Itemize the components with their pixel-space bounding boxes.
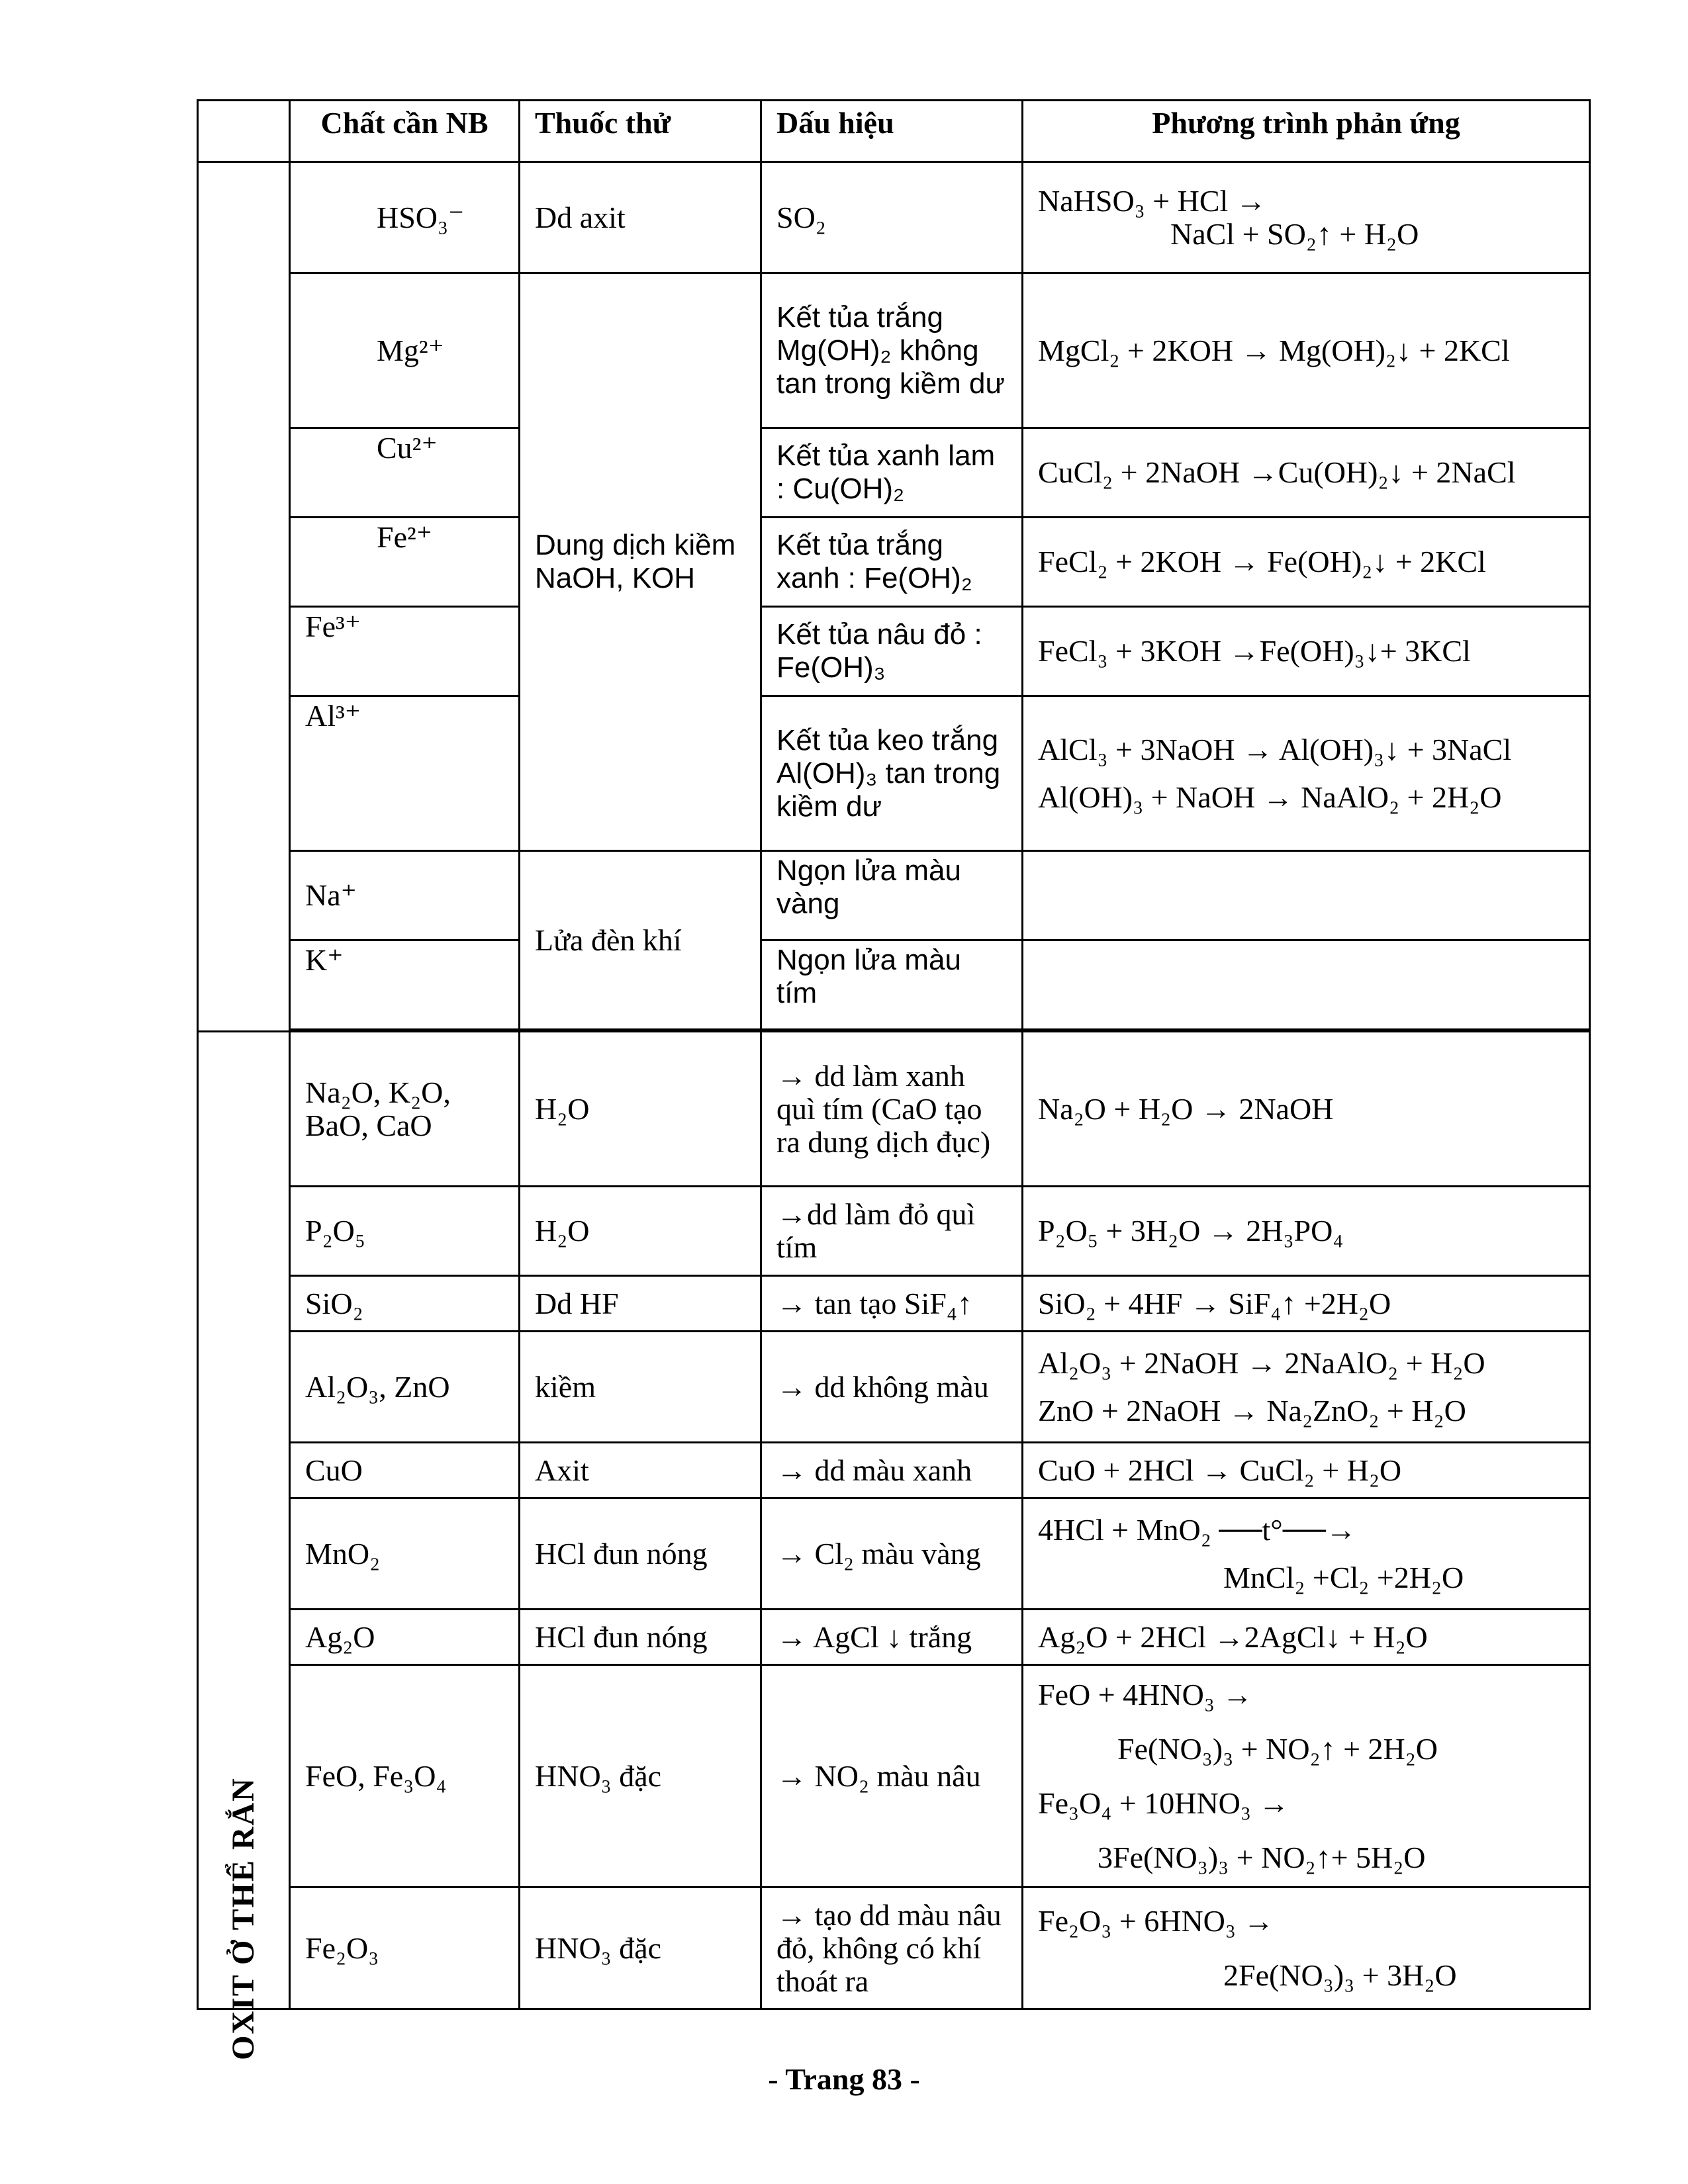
equation-cell: SiO₂ + 4HF → SiF₄↑ +2H₂O	[1023, 1276, 1590, 1332]
substance-cell: CuO	[290, 1443, 520, 1498]
substance-cell: HSO₃⁻	[290, 162, 520, 273]
equation-line: AlCl₃ + 3NaOH → Al(OH)₃↓ + 3NaCl	[1038, 732, 1512, 766]
sign-cell: Kết tủa trắng xanh : Fe(OH)₂	[761, 518, 1023, 607]
equation-cell: CuCl₂ + 2NaOH →Cu(OH)₂↓ + 2NaCl	[1023, 428, 1590, 518]
table-row	[198, 1443, 1590, 1498]
equation-line: Al(OH)₃ + NaOH → NaAlO₂ + 2H₂O	[1038, 780, 1502, 814]
section-oxides-label-cell	[198, 1032, 290, 2060]
equation-cell: FeCl₃ + 3KOH →Fe(OH)₃↓+ 3KCl	[1023, 607, 1590, 696]
substance-cell: SiO₂	[290, 1276, 520, 1332]
table-row	[198, 940, 1590, 1030]
equation-line: FeO + 4HNO₃ →	[1038, 1677, 1253, 1711]
sign-cell: →dd làm đỏ quì tím	[761, 1187, 1023, 1276]
header-blank	[198, 101, 290, 162]
equation-cell	[1023, 1888, 1590, 2009]
substance-cell: Fe³⁺	[290, 607, 520, 696]
substance-cell: Na₂O, K₂O, BaO, CaO	[290, 1032, 520, 1187]
header-equation: Phương trình phản ứng	[1023, 101, 1590, 162]
substance-cell: Na⁺	[290, 851, 520, 940]
table-row	[198, 518, 1590, 607]
reagent-cell: HNO₃ đặc	[520, 1665, 761, 1888]
equation-line: NaHSO₃ + HCl →	[1038, 183, 1266, 218]
equation-cell	[1023, 1498, 1590, 1610]
table-row	[198, 696, 1590, 851]
equation-line: Al₂O₃ + 2NaOH → 2NaAlO₂ + H₂O	[1038, 1345, 1485, 1380]
sign-cell: → dd không màu	[761, 1332, 1023, 1443]
equation-line: Fe₂O₃ + 6HNO₃ →	[1038, 1903, 1274, 1938]
table-row	[198, 851, 1590, 940]
table-row	[198, 1276, 1590, 1332]
substance-cell: P₂O₅	[290, 1187, 520, 1276]
reagent-cell: H₂O	[520, 1032, 761, 1187]
substance-cell: Fe₂O₃	[290, 1888, 520, 2009]
header-sign: Dấu hiệu	[761, 101, 1023, 162]
table-row	[198, 1888, 1590, 2009]
substance-cell: Al³⁺	[290, 696, 520, 851]
reagent-cell: HCl đun nóng	[520, 1610, 761, 1665]
equation-line: NaCl + SO₂↑ + H₂O	[1170, 216, 1419, 251]
sign-cell: → tạo dd màu nâu đỏ, không có khí thoát ra	[761, 1888, 1023, 2009]
equation-cell	[1023, 1665, 1590, 1888]
sign-cell: Ngọn lửa màu tím	[761, 940, 1023, 1030]
header-reagent: Thuốc thử	[520, 101, 761, 162]
reagent-cell: Dd axit	[520, 162, 761, 273]
equation-line: 4HCl + MnO₂ ──t°──→	[1038, 1512, 1356, 1547]
section-ions-label	[198, 162, 290, 1032]
equation-line: Fe₃O₄ + 10HNO₃ →	[1038, 1786, 1289, 1820]
equation-cell: CuO + 2HCl → CuCl₂ + H₂O	[1023, 1443, 1590, 1498]
table-row	[198, 1498, 1590, 1610]
sign-cell: Kết tủa trắng Mg(OH)₂ không tan trong kiềm dư	[761, 273, 1023, 428]
table-row	[198, 1610, 1590, 1665]
equation-line: Fe(NO₃)₃ + NO₂↑ + 2H₂O	[1117, 1731, 1438, 1766]
substance-cell: Ag₂O	[290, 1610, 520, 1665]
reagent-cell: Dung dịch kiềm NaOH, KOH	[520, 273, 761, 851]
equation-cell: Ag₂O + 2HCl →2AgCl↓ + H₂O	[1023, 1610, 1590, 1665]
sign-cell: → NO₂ màu nâu	[761, 1665, 1023, 1888]
sign-cell: Kết tủa xanh lam : Cu(OH)₂	[761, 428, 1023, 518]
equation-cell: Na₂O + H₂O → 2NaOH	[1023, 1032, 1590, 1187]
equation-cell	[1023, 162, 1590, 273]
table-row	[198, 1332, 1590, 1443]
table-row	[198, 162, 1590, 273]
sign-cell: Kết tủa keo trắng Al(OH)₃ tan trong kiềm dư	[761, 696, 1023, 851]
equation-cell	[1023, 696, 1590, 851]
substance-cell: Mg²⁺	[290, 273, 520, 428]
equation-cell: P₂O₅ + 3H₂O → 2H₃PO₄	[1023, 1187, 1590, 1276]
equation-cell	[1023, 1332, 1590, 1443]
reagent-table	[197, 99, 1591, 2060]
substance-cell: K⁺	[290, 940, 520, 1030]
sign-cell: → AgCl ↓ trắng	[761, 1610, 1023, 1665]
substance-cell: MnO₂	[290, 1498, 520, 1610]
reagent-cell: Axit	[520, 1443, 761, 1498]
reagent-cell: H₂O	[520, 1187, 761, 1276]
equation-line: 3Fe(NO₃)₃ + NO₂↑+ 5H₂O	[1098, 1840, 1426, 1874]
reagent-cell: Dd HF	[520, 1276, 761, 1332]
header-substance: Chất cần NB	[290, 101, 520, 162]
sign-cell: → dd màu xanh	[761, 1443, 1023, 1498]
sign-cell: Kết tủa nâu đỏ : Fe(OH)₃	[761, 607, 1023, 696]
reagent-cell: HCl đun nóng	[520, 1498, 761, 1610]
equation-line: ZnO + 2NaOH → Na₂ZnO₂ + H₂O	[1038, 1393, 1466, 1428]
sign-cell: SO₂	[761, 162, 1023, 273]
table-row	[198, 1187, 1590, 1276]
equation-cell: FeCl₂ + 2KOH → Fe(OH)₂↓ + 2KCl	[1023, 518, 1590, 607]
equation-line: MnCl₂ +Cl₂ +2H₂O	[1223, 1560, 1464, 1594]
equation-cell	[1023, 851, 1590, 940]
sign-cell: → tan tạo SiF₄↑	[761, 1276, 1023, 1332]
reagent-cell: HNO₃ đặc	[520, 1888, 761, 2009]
reagent-cell: Lửa đèn khí	[520, 851, 761, 1030]
sign-cell: → Cl₂ màu vàng	[761, 1498, 1023, 1610]
table-row	[198, 1032, 1590, 1187]
substance-cell: FeO, Fe₃O₄	[290, 1665, 520, 1888]
substance-cell: Al₂O₃, ZnO	[290, 1332, 520, 1443]
section-oxides-label: OXIT Ở THỂ RẮN	[226, 1777, 261, 2060]
table-row	[198, 607, 1590, 696]
equation-cell	[1023, 940, 1590, 1030]
equation-cell: MgCl₂ + 2KOH → Mg(OH)₂↓ + 2KCl	[1023, 273, 1590, 428]
substance-cell: Cu²⁺	[290, 428, 520, 518]
page-footer: - Trang 83 -	[768, 2062, 920, 2096]
equation-line: 2Fe(NO₃)₃ + 3H₂O	[1223, 1958, 1457, 1992]
table-header-row	[198, 101, 1590, 162]
reagent-cell: kiềm	[520, 1332, 761, 1443]
table-row	[198, 428, 1590, 518]
table-row	[198, 273, 1590, 428]
substance-cell: Fe²⁺	[290, 518, 520, 607]
table-row	[198, 1665, 1590, 1888]
sign-cell: Ngọn lửa màu vàng	[761, 851, 1023, 940]
sign-cell: → dd làm xanh quì tím (CaO tạo ra dung dịch đục)	[761, 1032, 1023, 1187]
